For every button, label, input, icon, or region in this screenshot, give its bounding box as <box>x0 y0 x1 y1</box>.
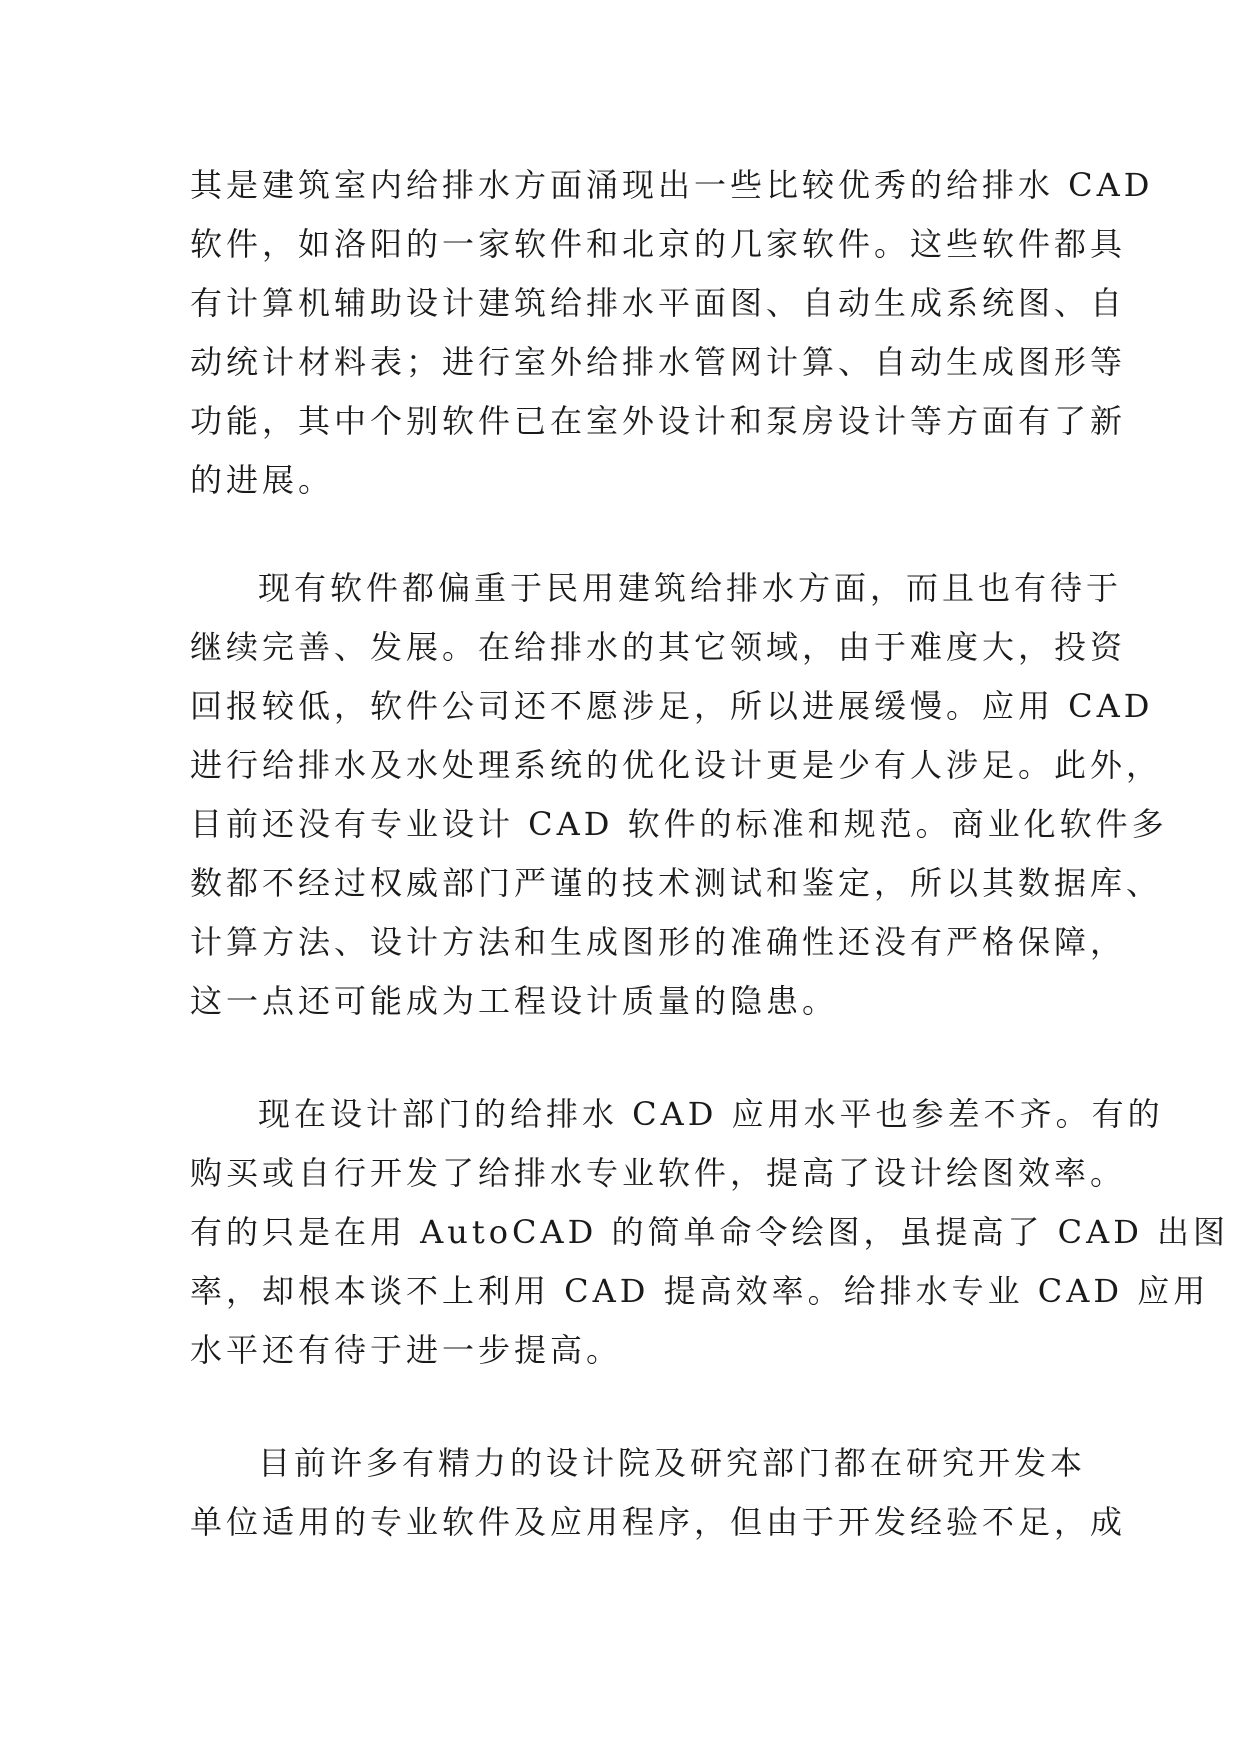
text-line: 这一点还可能成为工程设计质量的隐患。 <box>190 982 839 1020</box>
text-line: 现有软件都偏重于民用建筑给排水方面，而且也有待于 <box>258 569 1123 607</box>
text-line: 有的只是在用 AutoCAD 的简单命令绘图，虽提高了 CAD 出图 <box>190 1213 1230 1251</box>
text-line: 计算方法、设计方法和生成图形的准确性还没有严格保障， <box>190 923 1127 961</box>
text-line: 其是建筑室内给排水方面涌现出一些比较优秀的给排水 CAD <box>190 166 1154 204</box>
paragraph-2 <box>190 559 1168 1031</box>
text-line: 率，却根本谈不上利用 CAD 提高效率。给排水专业 CAD 应用 <box>190 1272 1210 1310</box>
text-line: 动统计材料表；进行室外给排水管网计算、自动生成图形等 <box>190 343 1127 381</box>
paragraph-3 <box>190 1085 1230 1380</box>
text-line: 的进展。 <box>190 461 335 499</box>
text-line: 单位适用的专业软件及应用程序，但由于开发经验不足，成 <box>190 1503 1127 1541</box>
text-line: 购买或自行开发了给排水专业软件，提高了设计绘图效率。 <box>190 1154 1127 1192</box>
text-line: 回报较低，软件公司还不愿涉足，所以进展缓慢。应用 CAD <box>190 687 1154 725</box>
text-line: 软件，如洛阳的一家软件和北京的几家软件。这些软件都具 <box>190 225 1127 263</box>
text-line: 有计算机辅助设计建筑给排水平面图、自动生成系统图、自 <box>190 284 1127 322</box>
text-line: 进行给排水及水处理系统的优化设计更是少有人涉足。此外， <box>190 746 1163 784</box>
text-line: 继续完善、发展。在给排水的其它领域，由于难度大，投资 <box>190 628 1127 666</box>
text-line: 水平还有待于进一步提高。 <box>190 1331 623 1369</box>
paragraph-1 <box>190 156 1154 510</box>
text-line: 现在设计部门的给排水 CAD 应用水平也参差不齐。有的 <box>258 1095 1164 1133</box>
text-line: 目前许多有精力的设计院及研究部门都在研究开发本 <box>258 1444 1087 1482</box>
text-line: 功能，其中个别软件已在室外设计和泵房设计等方面有了新 <box>190 402 1127 440</box>
text-line: 目前还没有专业设计 CAD 软件的标准和规范。商业化软件多 <box>190 805 1168 843</box>
text-line: 数都不经过权威部门严谨的技术测试和鉴定，所以其数据库、 <box>190 864 1163 902</box>
paragraph-4 <box>190 1434 1127 1552</box>
